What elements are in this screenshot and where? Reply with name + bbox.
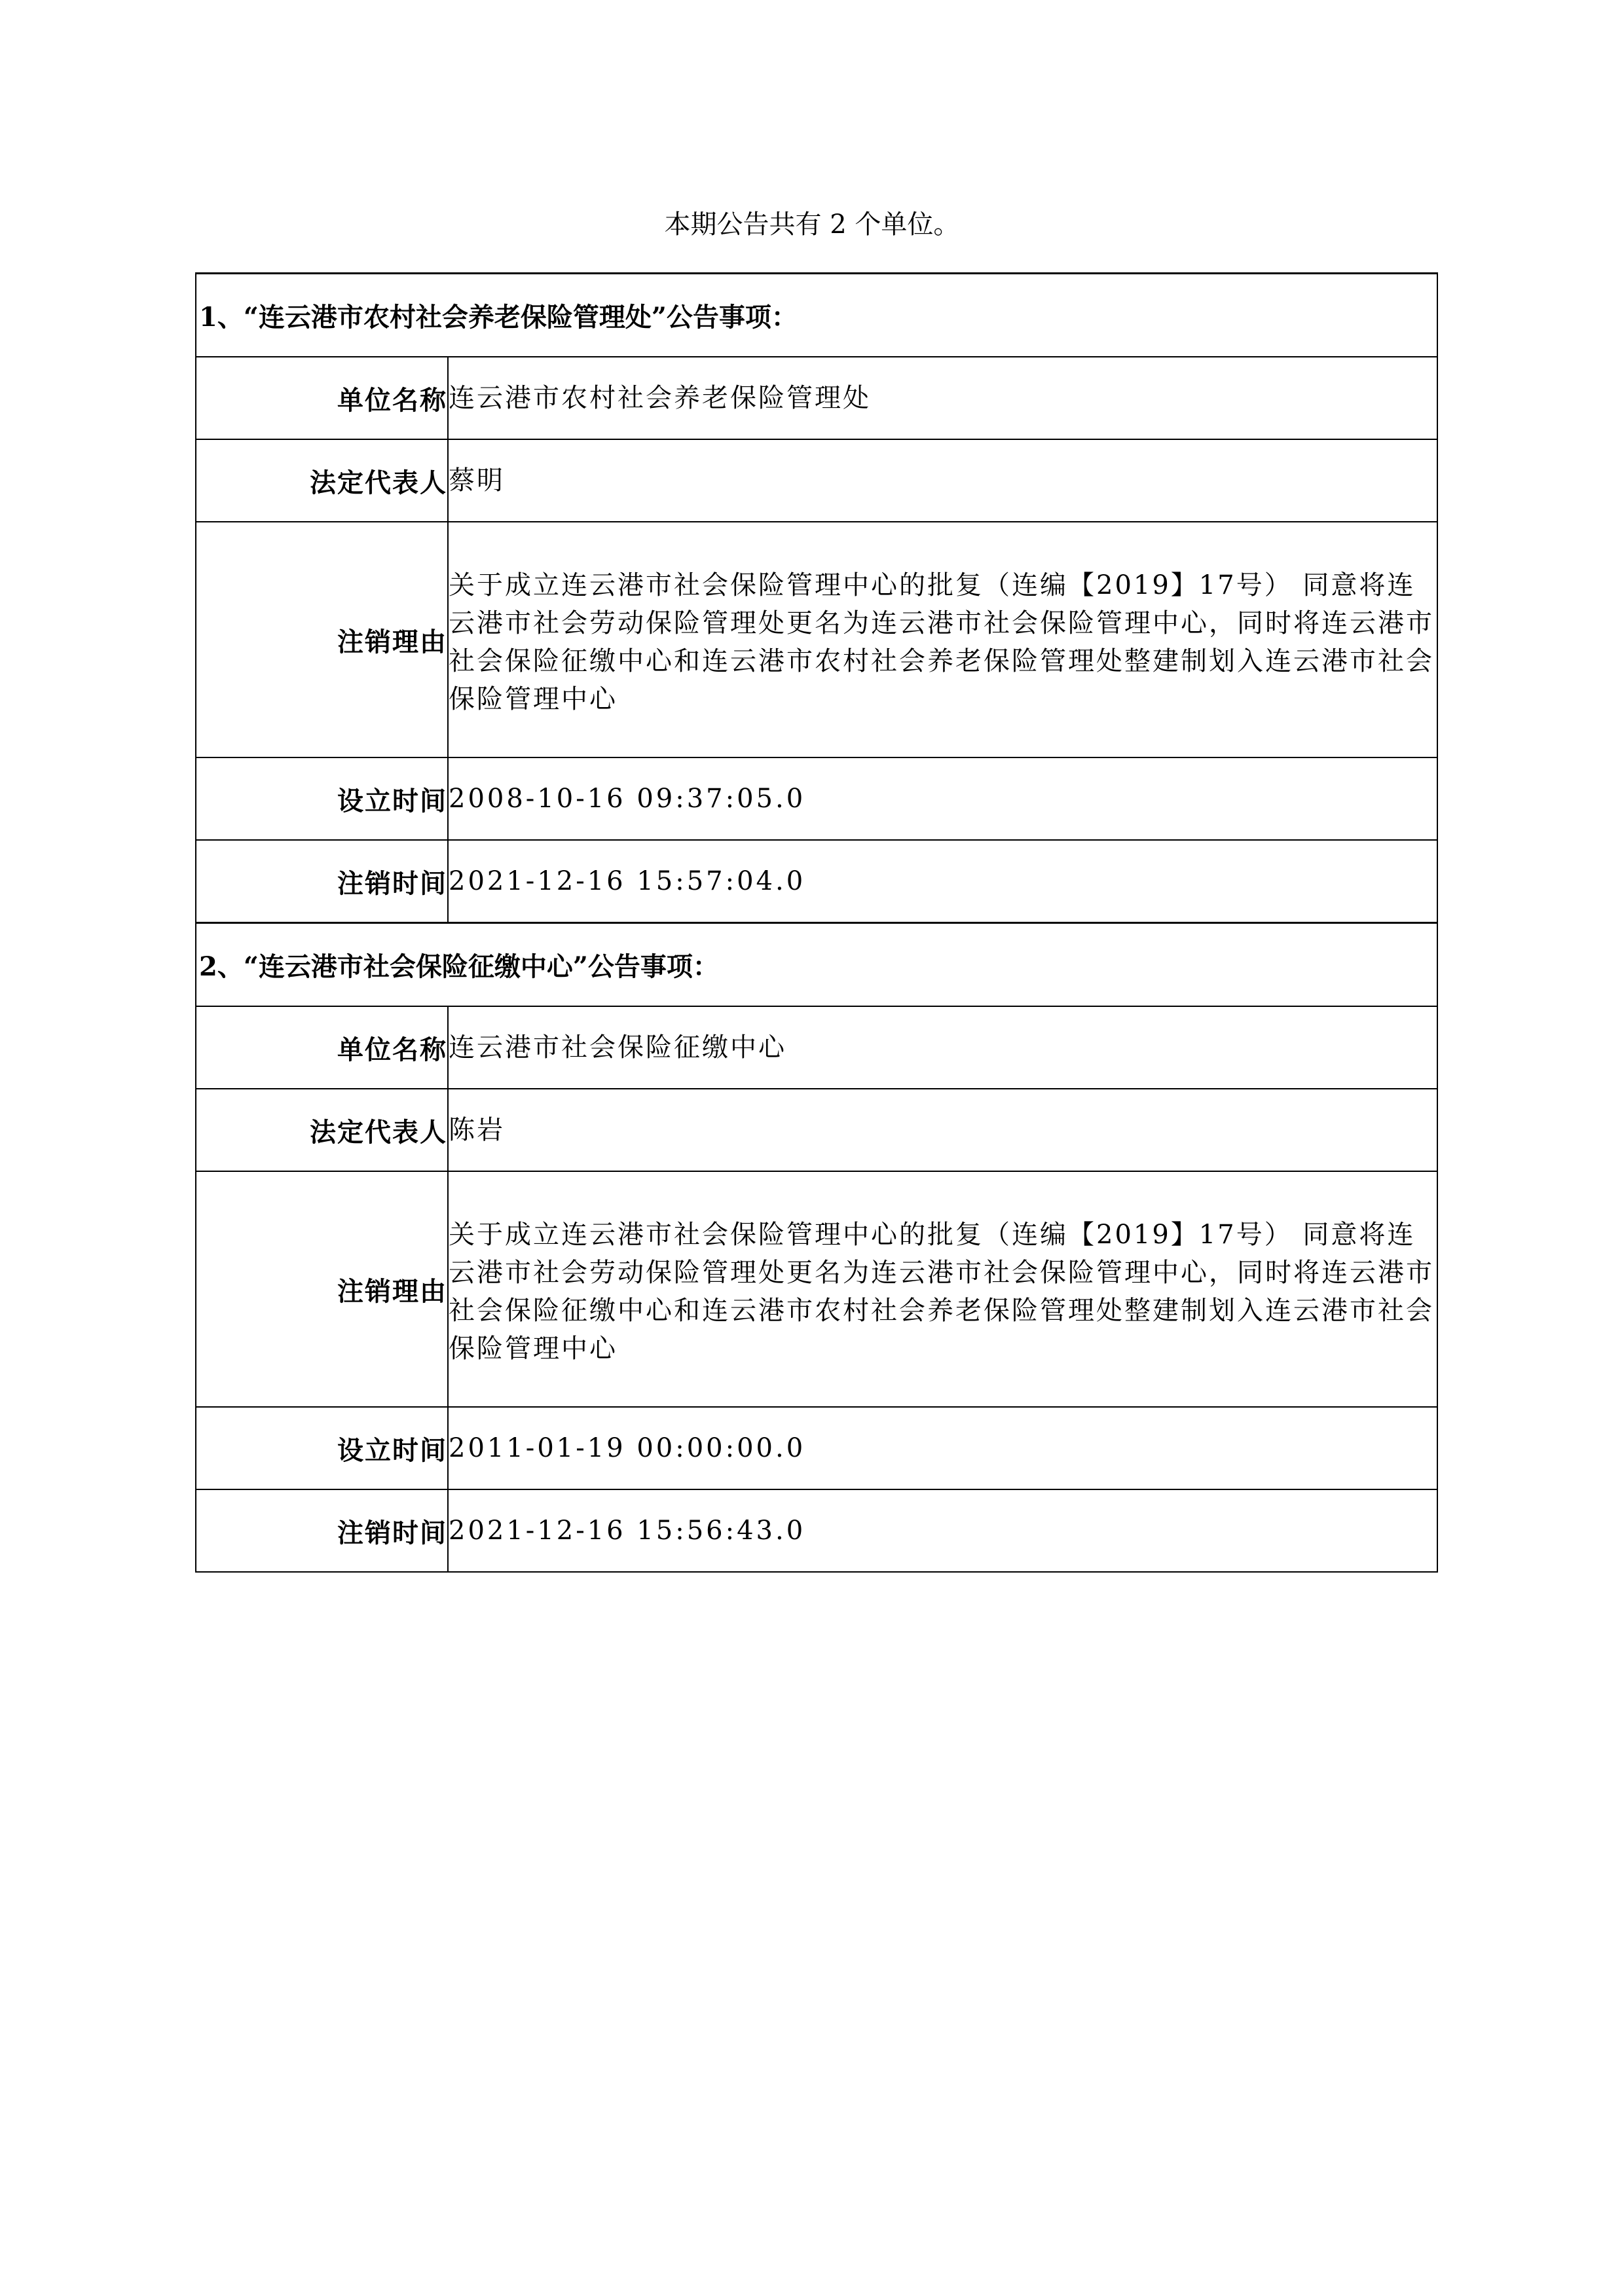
unit-1-heading: 1、“连云港市农村社会养老保险管理处”公告事项： xyxy=(196,274,1437,357)
unit-2-legal-rep-value: 陈岩 xyxy=(448,1089,1437,1171)
unit-1-established-value: 2008-10-16 09:37:05.0 xyxy=(448,757,1437,840)
label-unit-name: 单位名称 xyxy=(196,1006,448,1089)
label-unit-name: 单位名称 xyxy=(196,357,448,439)
label-cancelled: 注销时间 xyxy=(196,1489,448,1572)
label-cancel-reason: 注销理由 xyxy=(196,1171,448,1407)
unit-2-row-cancel-reason xyxy=(196,1171,1437,1407)
unit-2-established-value: 2011-01-19 00:00:00.0 xyxy=(448,1407,1437,1489)
unit-1-row-legal-rep xyxy=(196,439,1437,522)
label-established: 设立时间 xyxy=(196,1407,448,1489)
unit-2-cancel-reason-value: 关于成立连云港市社会保险管理中心的批复（连编【2019】17号） 同意将连云港市社会劳动保险管理处更名为连云港市社会保险管理中心，同时将连云港市社会保险征缴中心和连云港市农村社会养老保险管理处整建制划入连云港市社会保险管理中心 xyxy=(448,1171,1437,1407)
label-legal-rep: 法定代表人 xyxy=(196,439,448,522)
label-legal-rep: 法定代表人 xyxy=(196,1089,448,1171)
unit-2-heading: 2、“连云港市社会保险征缴中心”公告事项： xyxy=(196,923,1437,1007)
announcement-table xyxy=(195,272,1438,1573)
unit-1-row-name xyxy=(196,357,1437,439)
unit-1-cancel-reason-value: 关于成立连云港市社会保险管理中心的批复（连编【2019】17号） 同意将连云港市社会劳动保险管理处更名为连云港市社会保险管理中心，同时将连云港市社会保险征缴中心和连云港市农村社会养老保险管理处整建制划入连云港市社会保险管理中心 xyxy=(448,522,1437,757)
unit-1-cancelled-value: 2021-12-16 15:57:04.0 xyxy=(448,840,1437,923)
unit-2-row-legal-rep xyxy=(196,1089,1437,1171)
label-established: 设立时间 xyxy=(196,757,448,840)
unit-2-row-cancelled xyxy=(196,1489,1437,1572)
unit-2-name-value: 连云港市社会保险征缴中心 xyxy=(448,1006,1437,1089)
announcement-summary: 本期公告共有 2 个单位。 xyxy=(664,210,960,240)
unit-2-row-name xyxy=(196,1006,1437,1089)
unit-2-cancelled-value: 2021-12-16 15:56:43.0 xyxy=(448,1489,1437,1572)
unit-1-row-cancel-reason xyxy=(196,522,1437,757)
label-cancelled: 注销时间 xyxy=(196,840,448,923)
unit-1-row-cancelled xyxy=(196,840,1437,923)
unit-1-section-header xyxy=(196,274,1437,357)
unit-1-row-established xyxy=(196,757,1437,840)
unit-1-name-value: 连云港市农村社会养老保险管理处 xyxy=(448,357,1437,439)
unit-1-legal-rep-value: 蔡明 xyxy=(448,439,1437,522)
label-cancel-reason: 注销理由 xyxy=(196,522,448,757)
unit-2-row-established xyxy=(196,1407,1437,1489)
unit-2-section-header xyxy=(196,923,1437,1007)
